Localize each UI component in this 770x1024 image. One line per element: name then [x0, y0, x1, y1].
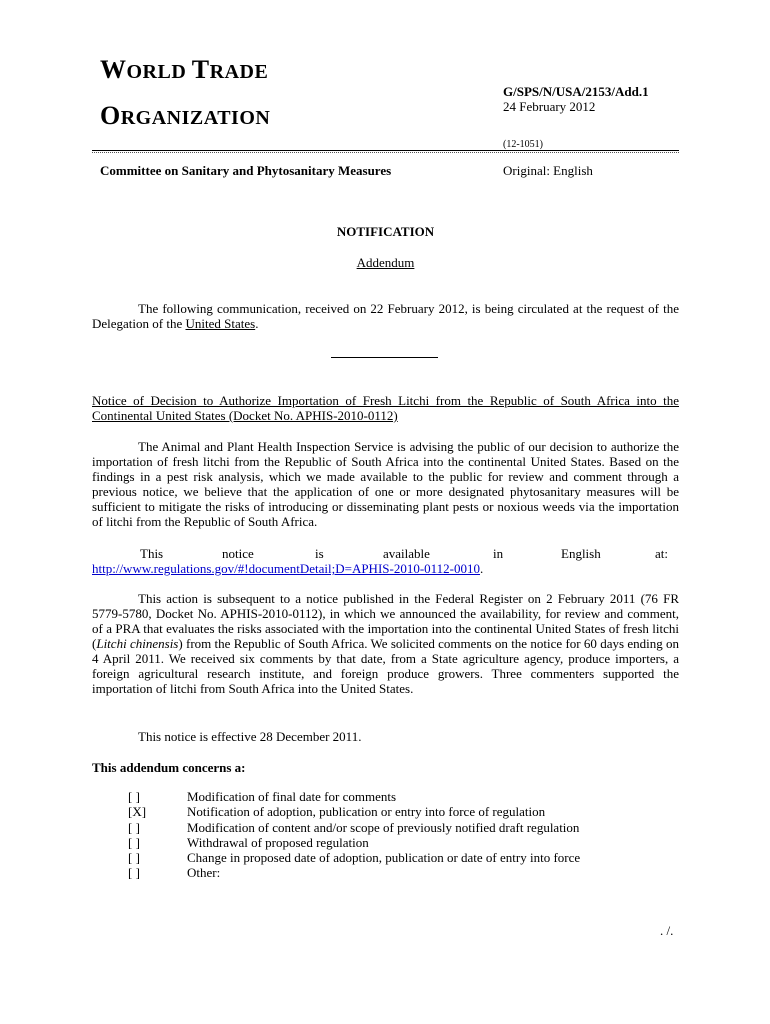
checkbox: [ ] [128, 820, 140, 835]
notice-paragraph-1: The Animal and Plant Health Inspection Service is advising the public of our decision to authorize the importation of fresh litchi from the Republic of South Africa into the continental United States. Based on the findings in a pest risk analysis, which we made available to the public for review and comment through a previous notice, we believe that the application of one or more designated phytosanitary measures will be sufficient to mitigate the risks of introducing or disseminating plant pests or noxious weeds via the importation of litchi from the Republic of South Africa. [92, 439, 679, 529]
delegation-name: United States [185, 316, 256, 331]
availability-line: This notice is available in English at: http://www.regulations.gov/#!documentDetail;D=APHIS-2010-0112-0010. [92, 546, 668, 576]
document-date: 24 February 2012 [503, 99, 596, 114]
header-rule [92, 150, 679, 151]
organization-name-line2: ORGANIZATION [100, 101, 271, 130]
document-symbol: G/SPS/N/USA/2153/Add.1 [503, 84, 649, 99]
checkbox: [X] [128, 804, 147, 819]
committee-name: Committee on Sanitary and Phytosanitary Measures [100, 163, 392, 178]
continuation-mark: . /. [660, 923, 674, 938]
original-language: Original: English [503, 163, 593, 178]
checkbox: [ ] [128, 850, 140, 865]
regulations-link[interactable]: http://www.regulations.gov/#!documentDetail;D=APHIS-2010-0112-0010 [92, 561, 481, 576]
header-rule-dotted [92, 152, 679, 153]
organization-name-line1: WORLD TRADE [100, 55, 269, 84]
notification-title: NOTIFICATION [336, 224, 435, 239]
checkbox: [ ] [128, 835, 140, 850]
notice-title: Notice of Decision to Authorize Importation of Fresh Litchi from the Republic of South Africa into the Continental United States (Docket No. APHIS-2010-0112) [92, 393, 679, 423]
species-name: Litchi chinensis [96, 636, 179, 651]
notice-paragraph-3: This action is subsequent to a notice published in the Federal Register on 2 February 2011 (76 FR 5779-5780, Docket No. APHIS-2010-0112), in which we announced the availability, for review and comment, of a PRA that evaluates the risks associated with the importation into the continental United States of fresh litchi (Litchi chinensis) from the Republic of South Africa. We solicited comments on the notice for 60 days ending on 4 April 2011. We received six comments by that date, from a State agriculture agency, produce importers, a foreign agricultural research institute, and foreign produce growers. Three commenters supported the importation of litchi from South Africa into the United States. [92, 591, 679, 696]
separator-line [331, 357, 438, 358]
concerns-heading: This addendum concerns a: [92, 760, 246, 775]
effective-date: This notice is effective 28 December 2011. [138, 729, 362, 744]
checkbox: [ ] [128, 789, 140, 804]
addendum-subtitle: Addendum [356, 255, 415, 270]
checkbox: [ ] [128, 865, 140, 880]
intro-paragraph: The following communication, received on 22 February 2012, is being circulated at the request of the Delegation of the United States. [92, 301, 679, 331]
document-number: (12-1051) [503, 139, 543, 150]
